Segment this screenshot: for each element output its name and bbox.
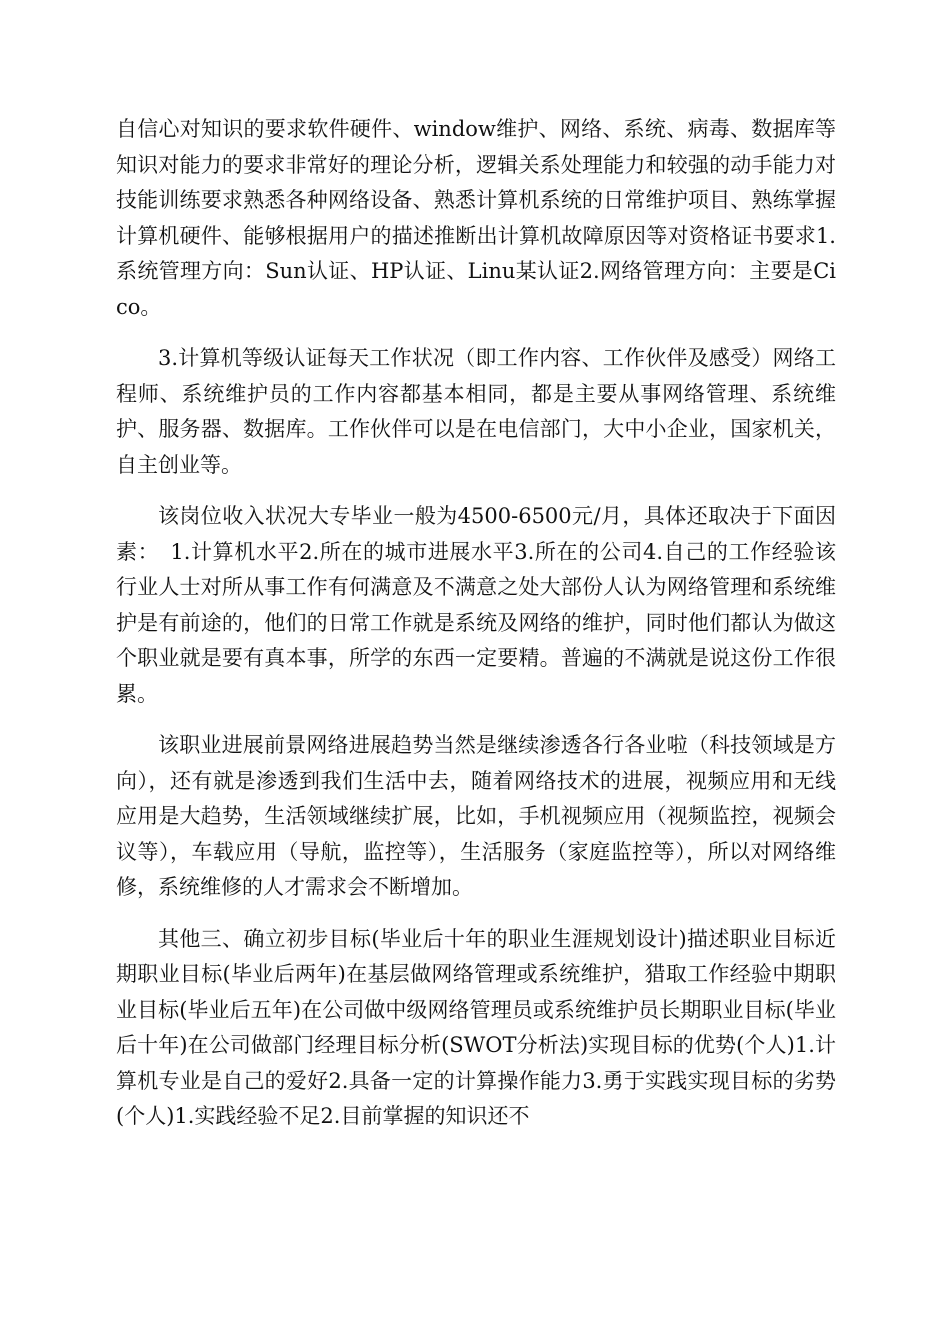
paragraph-skills-requirements: 自信心对知识的要求软件硬件、window维护、网络、系统、病毒、数据库等知识对能力的要求非常好的理论分析，逻辑关系处理能力和较强的动手能力对技能训练要求熟悉各种网络设备、熟悉计算机系统的日常维护项目、熟练掌握计算机硬件、能够根据用户的描述推断出计算机故障原因等对资格证书要求1.系统管理方向：Sun认证、HP认证、Linu某认证2.网络管理方向：主要是Cico。 (116, 117, 836, 319)
paragraph-daily-work: 3.计算机等级认证每天工作状况（即工作内容、工作伙伴及感受）网络工程师、系统维护员的工作内容都基本相同，都是主要从事网络管理、系统维护、服务器、数据库。工作伙伴可以是在电信部门，大中小企业，国家机关，自主创业等。 (116, 346, 836, 477)
paragraph-income: 该岗位收入状况大专毕业一般为4500-6500元/月，具体还取决于下面因素： 1.计算机水平2.所在的城市进展水平3.所在的公司4.自己的工作经验该行业人士对所从事工作有何满意及不满意之处大部份人认为网络管理和系统维护是有前途的，他们的日常工作就是系统及网络的维护，同时他们都认为做这个职业就是要有真本事，所学的东西一定要精。普遍的不满就是说这份工作很累。 (116, 504, 836, 706)
paragraph-career-goals: 其他三、确立初步目标(毕业后十年的职业生涯规划设计)描述职业目标近期职业目标(毕业后两年)在基层做网络管理或系统维护，猎取工作经验中期职业目标(毕业后五年)在公司做中级网络管理员或系统维护员长期职业目标(毕业后十年)在公司做部门经理目标分析(SWOT分析法)实现目标的优势(个人)1.计算机专业是自己的爱好2.具备一定的计算操作能力3.勇于实践实现目标的劣势(个人)1.实践经验不足2.目前掌握的知识还不 (116, 926, 836, 1128)
document-page (116, 112, 836, 1151)
paragraph-career-prospects: 该职业进展前景网络进展趋势当然是继续渗透各行各业啦（科技领域是方向），还有就是渗透到我们生活中去，随着网络技术的进展，视频应用和无线应用是大趋势，生活领域继续扩展，比如，手机视频应用（视频监控，视频会议等），车载应用（导航，监控等），生活服务（家庭监控等），所以对网络维修，系统维修的人才需求会不断增加。 (116, 733, 836, 899)
